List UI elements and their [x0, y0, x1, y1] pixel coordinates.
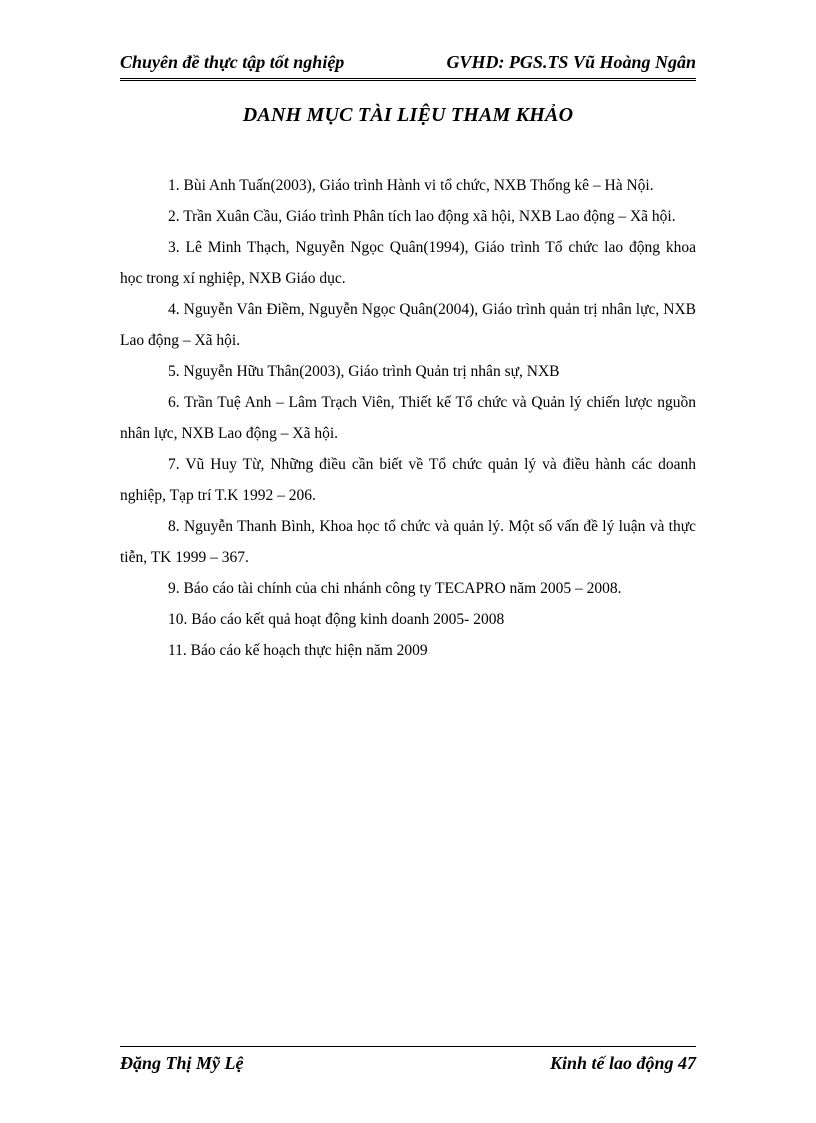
reference-item: 5. Nguyễn Hữu Thân(2003), Giáo trình Quản trị nhân sự, NXB: [168, 363, 560, 380]
reference-item: 4. Nguyễn Vân Điềm, Nguyễn Ngọc Quân(2004), Giáo trình quản trị nhân lực, NXB Lao động – Xã hội.: [120, 301, 696, 349]
reference-item: 2. Trần Xuân Cầu, Giáo trình Phân tích lao động xã hội, NXB Lao động – Xã hội.: [168, 208, 676, 225]
header-supervisor: GVHD: PGS.TS Vũ Hoàng Ngân: [446, 52, 696, 72]
reference-item: 7. Vũ Huy Từ, Những điều cần biết về Tổ chức quản lý và điều hành các doanh nghiệp, Tạp trí T.K 1992 – 206.: [120, 456, 696, 504]
page-header: [120, 50, 696, 81]
reference-item: 6. Trần Tuệ Anh – Lâm Trạch Viên, Thiết kế Tổ chức và Quản lý chiến lược nguồn nhân lực, NXB Lao động – Xã hội.: [120, 394, 696, 442]
page-footer: [120, 1046, 696, 1081]
footer-author: Đặng Thị Mỹ Lệ: [120, 1053, 244, 1073]
reference-item: 11. Báo cáo kế hoạch thực hiện năm 2009: [168, 642, 428, 659]
reference-item: 9. Báo cáo tài chính của chi nhánh công ty TECAPRO năm 2005 – 2008.: [168, 580, 622, 597]
references-list: [120, 170, 696, 666]
header-report-title: Chuyên đề thực tập tốt nghiệp: [120, 52, 345, 72]
reference-item: 3. Lê Minh Thạch, Nguyễn Ngọc Quân(1994), Giáo trình Tổ chức lao động khoa học trong xí nghiệp, NXB Giáo dục.: [120, 239, 696, 287]
reference-item: 1. Bùi Anh Tuấn(2003), Giáo trình Hành vi tổ chức, NXB Thống kê – Hà Nội.: [168, 177, 654, 194]
references-title: DANH MỤC TÀI LIỆU THAM KHẢO: [242, 104, 574, 126]
footer-department-page: Kinh tế lao động 47: [549, 1053, 696, 1073]
reference-item: 8. Nguyễn Thanh Bình, Khoa học tổ chức và quản lý. Một số vấn đề lý luận và thực tiễn, TK 1999 – 367.: [120, 518, 696, 566]
reference-item: 10. Báo cáo kết quả hoạt động kinh doanh 2005- 2008: [168, 611, 505, 628]
